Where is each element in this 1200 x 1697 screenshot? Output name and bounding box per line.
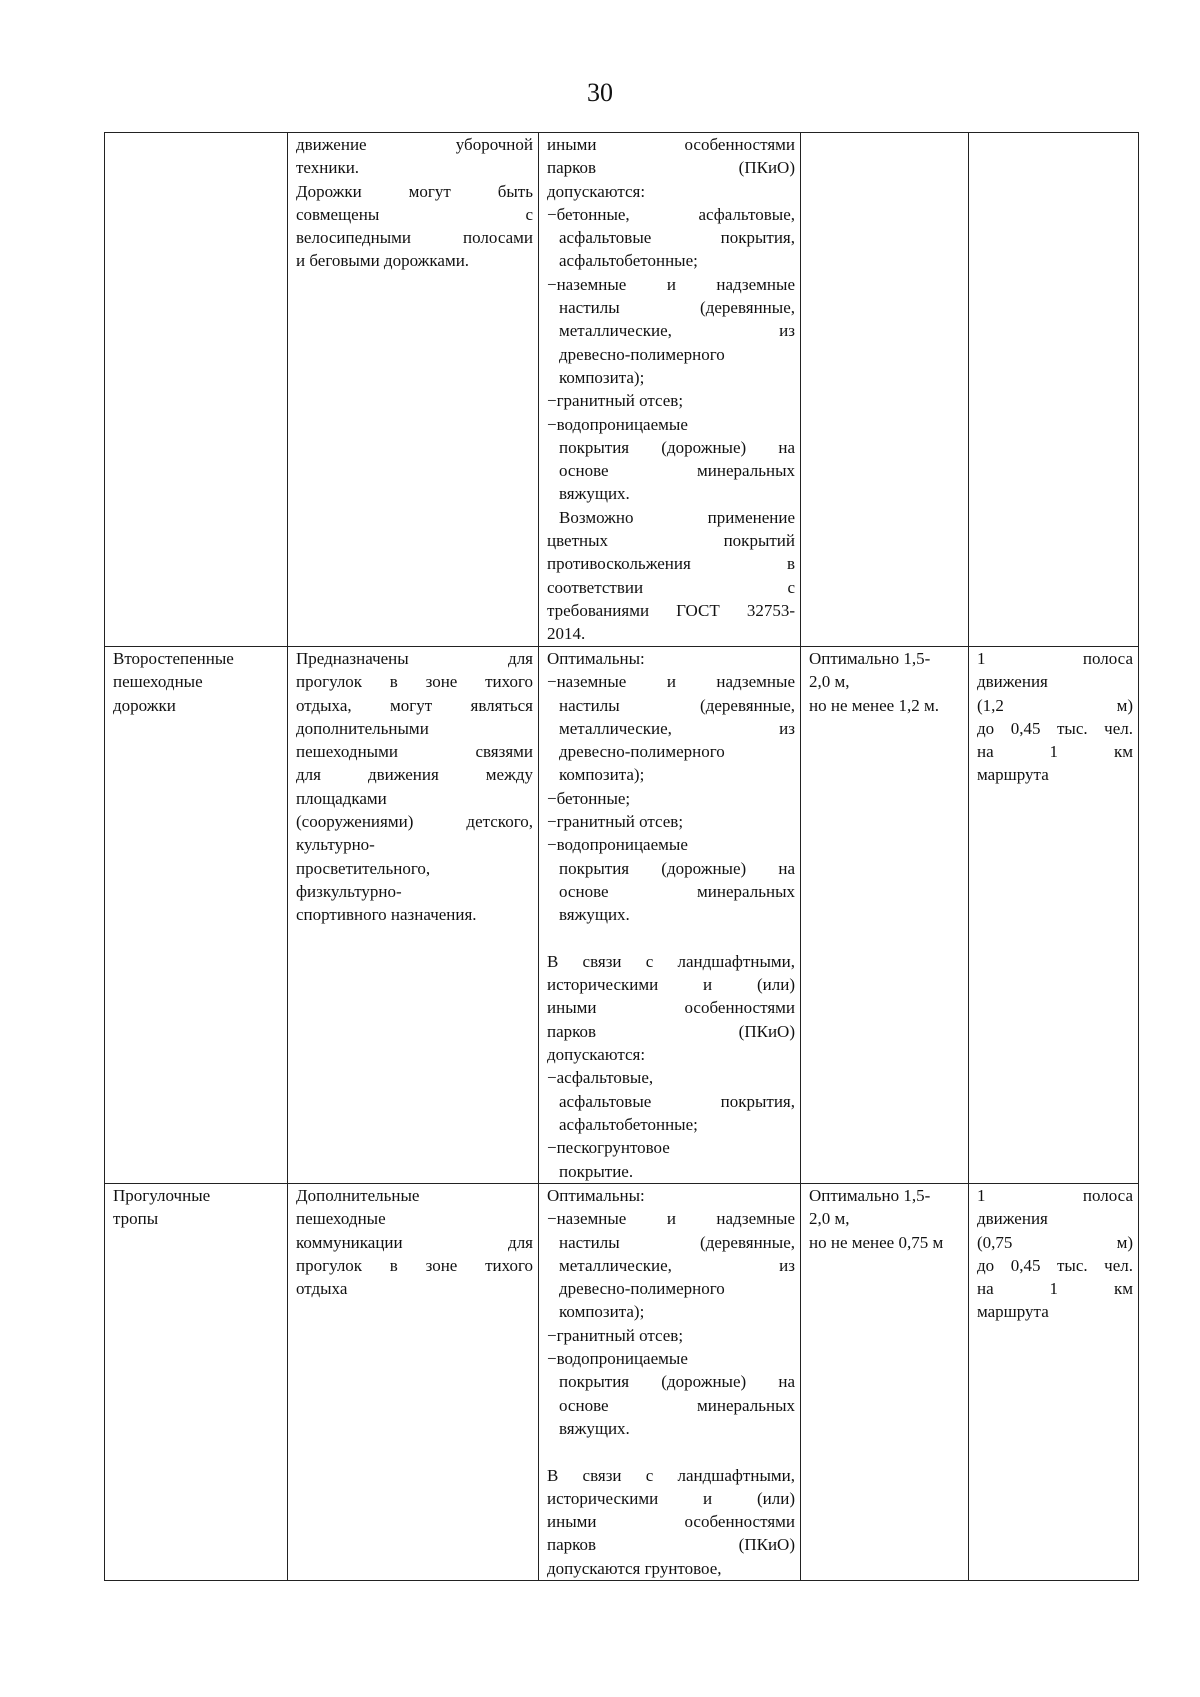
cell-text-line: −бетонные, асфальтовые, (547, 204, 795, 224)
cell-text-line: 2,0 м, (809, 1209, 850, 1229)
cell-text-line: покрытия (дорожные) на (559, 858, 795, 878)
cell-text-line: Второстепенные (113, 649, 234, 668)
cell-text-line: совмещены с (296, 204, 533, 224)
cell-path-type (105, 133, 288, 647)
cell-text-line: Возможно применение (559, 507, 795, 527)
cell-text-line: (0,75 м) (977, 1232, 1133, 1252)
cell-width (801, 1184, 969, 1581)
cell-text-line: для движения между (296, 765, 533, 785)
cell-text-line: вяжущих. (559, 484, 630, 504)
cell-width (801, 133, 969, 647)
cell-text-line: допускаются: (547, 1045, 646, 1065)
cell-text-line: коммуникации для (296, 1232, 533, 1252)
blank-line (547, 927, 795, 950)
cell-purpose (288, 647, 539, 1184)
cell-text-line: Оптимальны: (547, 649, 645, 668)
cell-text-line: древесно-полимерного (559, 1279, 725, 1299)
cell-text-line: −гранитный отсев; (547, 1325, 684, 1345)
cell-text-line: 2014. (547, 624, 586, 644)
cell-text-line: −наземные и надземные (547, 274, 795, 294)
cell-text-line: на 1 км (977, 1279, 1133, 1299)
blank-line (547, 1440, 795, 1463)
cell-text-line: пешеходные (296, 1209, 386, 1229)
cell-text-line: историческими и (или) (547, 975, 795, 995)
cell-capacity (969, 133, 1139, 647)
cell-text-line: асфальтобетонные; (559, 1114, 698, 1134)
cell-text-line: отдыха (296, 1279, 348, 1299)
cell-text-line: требованиями ГОСТ 32753- (547, 600, 795, 620)
cell-width (801, 647, 969, 1184)
cell-text-line: пешеходные (113, 672, 203, 692)
cell-text-line: иными особенностями (547, 1512, 795, 1532)
cell-text-line: соответствии с (547, 577, 795, 597)
cell-text-line: В связи с ландшафтными, (547, 951, 795, 971)
cell-text-line: Предназначены для (296, 649, 533, 668)
cell-text-line: прогулок в зоне тихого (296, 672, 533, 692)
cell-text-line: −водопроницаемые (547, 835, 688, 855)
cell-text-line: 2,0 м, (809, 672, 850, 692)
cell-text-line: допускаются: (547, 181, 646, 201)
cell-text-line: В связи с ландшафтными, (547, 1465, 795, 1485)
cell-text-line: до 0,45 тыс. чел. (977, 1255, 1133, 1275)
cell-text-line: −водопроницаемые (547, 1349, 688, 1369)
cell-text-line: иными особенностями (547, 135, 795, 154)
cell-text-line: −водопроницаемые (547, 414, 688, 434)
cell-text-line: −бетонные; (547, 788, 631, 808)
cell-capacity (969, 1184, 1139, 1581)
cell-text-line: основе минеральных (559, 881, 795, 901)
cell-text-line: Прогулочные (113, 1186, 211, 1205)
table-row (105, 133, 1139, 647)
cell-text-line: движения (977, 672, 1048, 692)
cell-text-line: композита); (559, 1302, 645, 1322)
cell-text-line: прогулок в зоне тихого (296, 1255, 533, 1275)
cell-text-line: покрытия (дорожные) на (559, 1372, 795, 1392)
cell-text-line: пешеходными связями (296, 742, 533, 762)
cell-text-line: отдыха, могут являться (296, 695, 533, 715)
cell-text-line: цветных покрытий (547, 531, 795, 551)
cell-text-line: асфальтовые покрытия, (559, 228, 795, 248)
cell-text-line: парков (ПКиО) (547, 1535, 795, 1555)
cell-text-line: покрытия (дорожные) на (559, 437, 795, 457)
cell-text-line: но не менее 1,2 м. (809, 695, 939, 715)
cell-text-line: противоскольжения в (547, 554, 795, 574)
cell-text-line: древесно-полимерного (559, 344, 725, 364)
cell-surfaces (539, 647, 801, 1184)
cell-text-line: −асфальтовые, (547, 1068, 654, 1088)
cell-text-line: основе минеральных (559, 461, 795, 481)
table-row (105, 647, 1139, 1184)
cell-text-line: настилы (деревянные, (559, 1232, 795, 1252)
cell-surfaces (539, 1184, 801, 1581)
cell-text-line: −наземные и надземные (547, 672, 795, 692)
cell-text-line: металлические, из (559, 718, 795, 738)
cell-text-line: Оптимальны: (547, 1186, 645, 1205)
cell-text-line: композита); (559, 765, 645, 785)
cell-text-line: Дополнительные (296, 1186, 420, 1205)
cell-text-line: металлические, из (559, 1255, 795, 1275)
cell-text-line: −гранитный отсев; (547, 812, 684, 832)
cell-text-line: движение уборочной (296, 135, 533, 154)
cell-text-line: иными особенностями (547, 998, 795, 1018)
cell-text-line: основе минеральных (559, 1395, 795, 1415)
cell-purpose (288, 133, 539, 647)
cell-text-line: дорожки (113, 695, 176, 715)
cell-text-line: асфальтовые покрытия, (559, 1091, 795, 1111)
cell-surfaces (539, 133, 801, 647)
table-row (105, 1184, 1139, 1581)
cell-text-line: −гранитный отсев; (547, 391, 684, 411)
cell-text-line: Оптимально 1,5- (809, 649, 931, 668)
cell-text-line: настилы (деревянные, (559, 695, 795, 715)
cell-path-type (105, 1184, 288, 1581)
cell-text-line: парков (ПКиО) (547, 158, 795, 178)
cell-text-line: и беговыми дорожками. (296, 251, 470, 271)
cell-text-line: культурно- (296, 835, 375, 855)
cell-text-line: −наземные и надземные (547, 1209, 795, 1229)
cell-text-line: металлические, из (559, 321, 795, 341)
cell-text-line: допускаются грунтовое, (547, 1558, 722, 1578)
cell-text-line: техники. (296, 158, 360, 178)
cell-text-line: площадками (296, 788, 387, 808)
page-number: 30 (587, 78, 613, 107)
cell-text-line: древесно-полимерного (559, 742, 725, 762)
cell-text-line: до 0,45 тыс. чел. (977, 718, 1133, 738)
cell-text-line: Оптимально 1,5- (809, 1186, 931, 1205)
cell-text-line: но не менее 0,75 м (809, 1232, 944, 1252)
cell-text-line: просветительного, (296, 858, 431, 878)
cell-text-line: на 1 км (977, 742, 1133, 762)
cell-text-line: композита); (559, 367, 645, 387)
cell-text-line: тропы (113, 1209, 159, 1229)
cell-text-line: покрытие. (559, 1161, 634, 1181)
cell-text-line: историческими и (или) (547, 1488, 795, 1508)
cell-text-line: (1,2 м) (977, 695, 1133, 715)
cell-text-line: вяжущих. (559, 905, 630, 925)
cell-text-line: (сооружениями) детского, (296, 812, 533, 832)
cell-text-line: настилы (деревянные, (559, 298, 795, 318)
cell-text-line: физкультурно- (296, 881, 402, 901)
cell-text-line: вяжущих. (559, 1418, 630, 1438)
cell-text-line: маршрута (977, 1302, 1049, 1322)
requirements-table (104, 132, 1139, 1581)
cell-path-type (105, 647, 288, 1184)
cell-text-line: движения (977, 1209, 1048, 1229)
cell-text-line: асфальтобетонные; (559, 251, 698, 271)
cell-text-line: 1 полоса (977, 1186, 1133, 1205)
cell-text-line: −пескогрунтовое (547, 1138, 670, 1158)
cell-text-line: 1 полоса (977, 649, 1133, 668)
cell-capacity (969, 647, 1139, 1184)
cell-text-line: дополнительными (296, 718, 429, 738)
cell-purpose (288, 1184, 539, 1581)
cell-text-line: маршрута (977, 765, 1049, 785)
cell-text-line: спортивного назначения. (296, 905, 477, 925)
cell-text-line: велосипедными полосами (296, 228, 533, 248)
cell-text-line: Дорожки могут быть (296, 181, 533, 201)
cell-text-line: парков (ПКиО) (547, 1021, 795, 1041)
